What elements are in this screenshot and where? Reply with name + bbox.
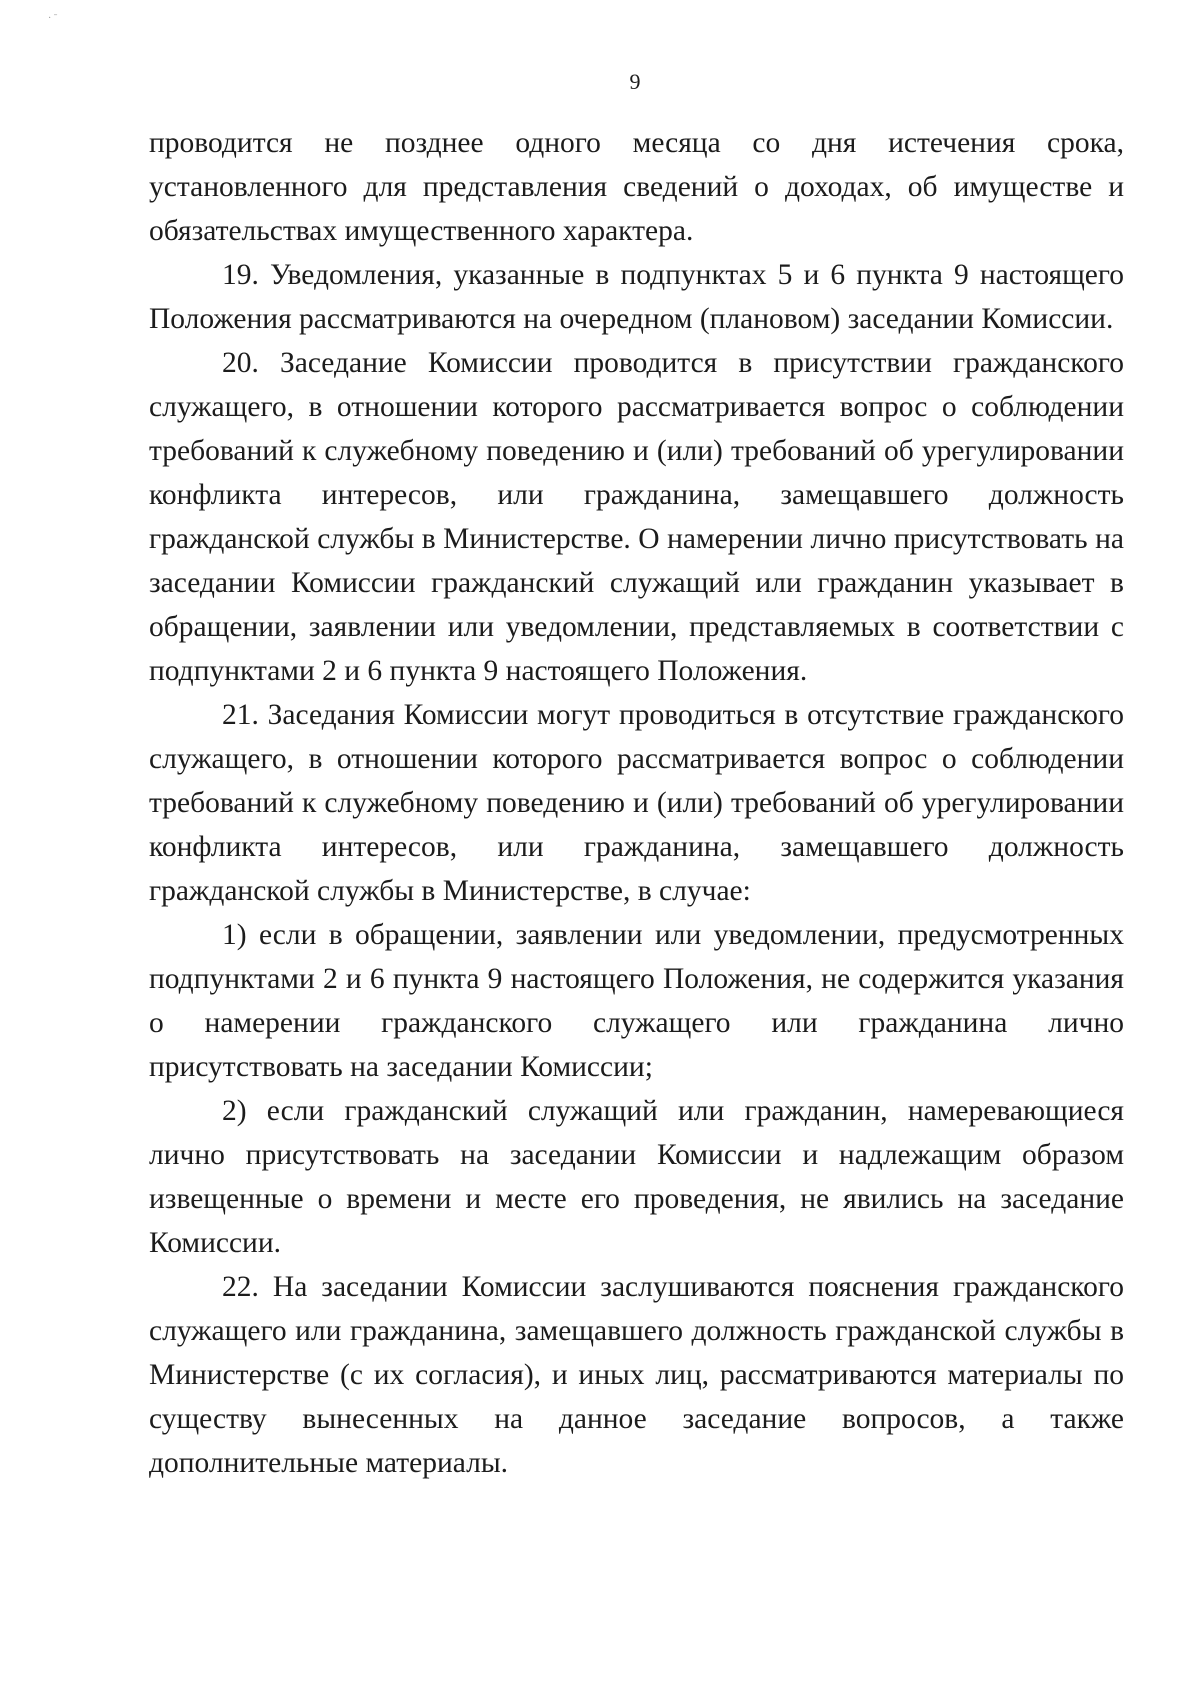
paragraph-item-19: 19. Уведомления, указанные в подпунктах 5 и 6 пункта 9 настоящего Положения рассматриваются на очередном (плановом) заседании Комиссии. (149, 259, 1124, 335)
document-body (149, 121, 1124, 1485)
paragraph-subitem-1: 1) если в обращении, заявлении или уведомлении, предусмотренных подпунктами 2 и 6 пункта 9 настоящего Положения, не содержится указания о намерении гражданского служащего или гражданина лично присутствовать на заседании Комиссии; (149, 919, 1124, 1083)
scan-artifact: · ˉ (48, 13, 58, 24)
paragraph-continuation: проводится не позднее одного месяца со дня истечения срока, установленного для представления сведений о доходах, об имуществе и обязательствах имущественного характера. (149, 127, 1124, 247)
paragraph-subitem-2: 2) если гражданский служащий или гражданин, намеревающиеся лично присутствовать на заседании Комиссии и надлежащим образом извещенные о времени и месте его проведения, не явились на заседание Комиссии. (149, 1095, 1124, 1259)
paragraph-item-20: 20. Заседание Комиссии проводится в присутствии гражданского служащего, в отношении которого рассматривается вопрос о соблюдении требований к служебному поведению и (или) требований об урегулировании конфликта интересов, или гражданина, замещавшего должность гражданской службы в Министерстве. О намерении лично присутствовать на заседании Комиссии гражданский служащий или гражданин указывает в обращении, заявлении или уведомлении, представляемых в соответствии с подпунктами 2 и 6 пункта 9 настоящего Положения. (149, 347, 1124, 687)
page-number: 9 (629, 69, 641, 94)
paragraph-item-22: 22. На заседании Комиссии заслушиваются пояснения гражданского служащего или гражданина, замещавшего должность гражданской службы в Министерстве (с их согласия), и иных лиц, рассматриваются материалы по существу вынесенных на данное заседание вопросов, а также дополнительные материалы. (149, 1271, 1124, 1479)
paragraph-item-21: 21. Заседания Комиссии могут проводиться в отсутствие гражданского служащего, в отношении которого рассматривается вопрос о соблюдении требований к служебному поведению и (или) требований об урегулировании конфликта интересов, или гражданина, замещавшего должность гражданской службы в Министерстве, в случае: (149, 699, 1124, 907)
